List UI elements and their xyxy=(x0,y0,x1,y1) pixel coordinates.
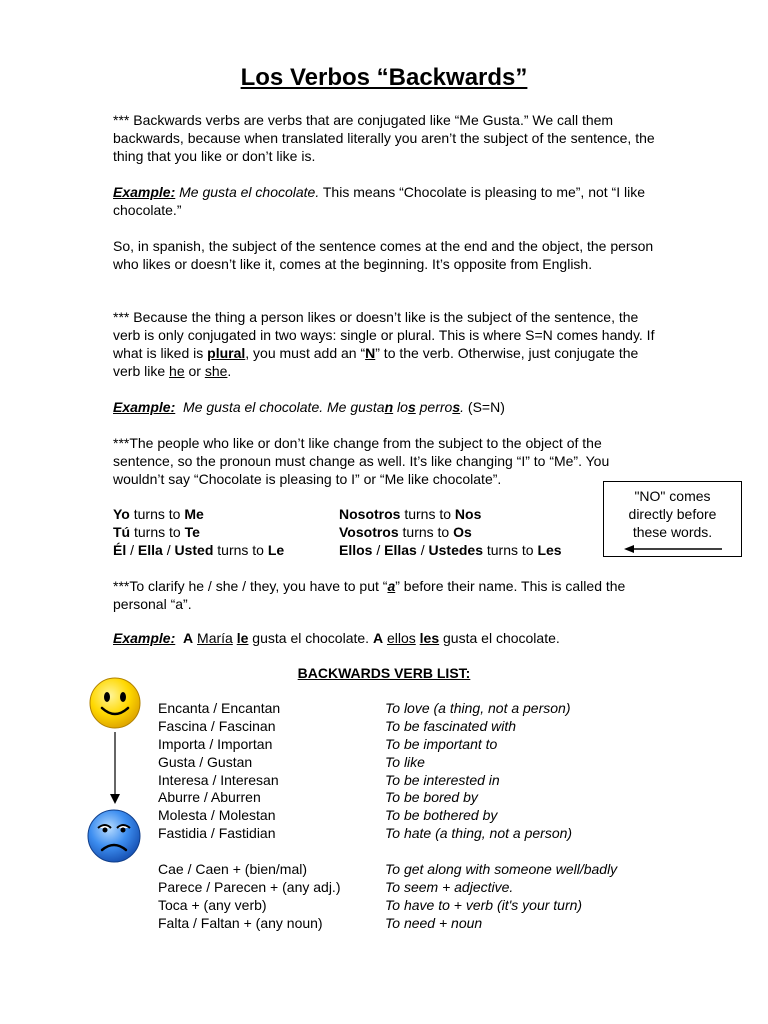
pronoun-to: Te xyxy=(184,524,200,540)
pronoun-row xyxy=(339,505,562,523)
text-run: gusta el chocolate. xyxy=(439,630,560,646)
plural-word: plural xyxy=(207,345,246,361)
verb-item: Molesta / Molestan xyxy=(158,807,276,824)
pronoun-list-left xyxy=(113,505,284,559)
example-3 xyxy=(113,629,661,647)
verb-meaning: To be interested in xyxy=(385,771,500,788)
text-run: *** Because the thing a person likes or doesn’t like is the subject of the sentence, the verb is only conjugated in two ways: single or plural. This is where S=N comes handy. If what is liked is xyxy=(113,309,655,361)
arrow-left-icon xyxy=(624,544,724,554)
slash: / xyxy=(372,542,385,558)
pronoun-to: Nos xyxy=(454,506,482,522)
verb-meaning: To have to + verb (it's your turn) xyxy=(385,896,583,913)
verb-meaning: To be bored by xyxy=(385,789,478,806)
slash: / xyxy=(416,542,429,558)
example-sentence xyxy=(183,399,464,415)
text-run: lo xyxy=(393,399,408,415)
sad-face-icon xyxy=(86,808,142,864)
verb-item: Importa / Importan xyxy=(158,735,273,752)
text-run: ” before their name. This is called the personal “a”. xyxy=(113,578,626,612)
text-run: gusta el chocolate. xyxy=(248,630,373,646)
singular-plural-paragraph xyxy=(113,308,661,380)
plural-ending: s xyxy=(407,399,416,415)
pronoun-to: Os xyxy=(453,524,472,540)
happy-face-icon xyxy=(88,676,142,730)
personal-a: A xyxy=(372,630,384,646)
verb-item: Fascina / Fascinan xyxy=(158,717,276,734)
personal-a: A xyxy=(183,630,194,646)
verb-meaning: To be fascinated with xyxy=(385,717,517,734)
example-2 xyxy=(113,398,661,416)
rule-note: (S=N) xyxy=(464,399,505,415)
verb-item: Interesa / Interesan xyxy=(158,771,279,788)
example-explanation: This means “Chocolate is pleasing to me”, not “I like chocolate.” xyxy=(113,184,646,218)
text-run: . xyxy=(460,399,465,415)
slash: / xyxy=(162,542,175,558)
note-line: "NO" comes xyxy=(634,488,711,504)
example-label: Example: xyxy=(113,630,176,646)
verb-item: Aburre / Aburren xyxy=(158,789,261,806)
text-run: perro xyxy=(415,399,453,415)
she-word: she xyxy=(204,363,228,379)
pronoun-from: Usted xyxy=(174,542,214,558)
pronoun-from: Ustedes xyxy=(428,542,483,558)
pronoun-les: les xyxy=(419,630,440,646)
verb-item: Fastidia / Fastidian xyxy=(158,825,276,842)
pronoun-list-right xyxy=(339,505,562,559)
verb-item: Falta / Faltan + (any noun) xyxy=(158,914,323,931)
example-label: Example: xyxy=(113,184,176,200)
text-run: . xyxy=(227,363,232,379)
pronoun-to: Me xyxy=(184,506,204,522)
name-ellos: ellos xyxy=(386,630,416,646)
arrow-down-icon xyxy=(108,732,122,806)
verb-item: Parece / Parecen + (any adj.) xyxy=(158,878,341,895)
verb-meaning: To seem + adjective. xyxy=(385,878,514,895)
pronoun-to: Les xyxy=(537,542,562,558)
pronoun-row xyxy=(113,541,284,559)
verb-meaning: To be important to xyxy=(385,735,498,752)
personal-a-letter: a xyxy=(387,578,396,594)
verb-meaning: To be bothered by xyxy=(385,807,498,824)
verb-item: Toca + (any verb) xyxy=(158,896,267,913)
pronoun-from: Ellas xyxy=(384,542,417,558)
example-sentence: Me gusta el chocolate. xyxy=(179,184,320,200)
name-maria: María xyxy=(197,630,233,646)
pronoun-from: Vosotros xyxy=(339,524,399,540)
pronoun-from: Ella xyxy=(137,542,163,558)
verb-list xyxy=(158,700,280,843)
text-run: , you must add an “ xyxy=(245,345,366,361)
turns-to-text: turns to xyxy=(129,506,185,522)
verb-item: Encanta / Encantan xyxy=(158,700,281,716)
verb-meaning-list-extra xyxy=(385,861,617,933)
verb-meaning-list xyxy=(385,700,572,843)
personal-a-paragraph xyxy=(113,577,661,613)
example-label: Example: xyxy=(113,399,176,415)
pronoun-from: Tú xyxy=(113,524,131,540)
intro-paragraph: *** Backwards verbs are verbs that are conjugated like “Me Gusta.” We call them backwards, because when translated literally you aren’t the subject of the sentence, the thing that you like or don’t like is. xyxy=(113,112,655,164)
note-line: these words. xyxy=(632,524,713,540)
turns-to-text: turns to xyxy=(400,506,455,522)
note-line: directly before xyxy=(628,506,717,522)
turns-to-text: turns to xyxy=(213,542,268,558)
slash: / xyxy=(126,542,138,558)
n-letter: N xyxy=(365,345,376,361)
pronoun-to: Le xyxy=(267,542,285,558)
text-run: ***To clarify he / she / they, you have to put “ xyxy=(113,578,388,594)
page-title: Los Verbos “Backwards” xyxy=(240,64,528,91)
pronoun-row xyxy=(113,505,284,523)
pronoun-row xyxy=(113,523,284,541)
turns-to-text: turns to xyxy=(482,542,538,558)
text-run: or xyxy=(184,363,205,379)
word-order-paragraph: So, in spanish, the subject of the sentence comes at the end and the object, the person who likes or doesn’t like it, comes at the beginning. It’s opposite from English. xyxy=(113,238,654,272)
pronoun-from: Ellos xyxy=(339,542,373,558)
pronoun-le: le xyxy=(236,630,249,646)
verb-list-extra xyxy=(158,861,341,933)
plural-ending: s xyxy=(452,399,461,415)
note-box xyxy=(603,481,742,557)
example-1 xyxy=(113,183,661,219)
pronoun-from: Yo xyxy=(113,506,130,522)
verb-meaning: To love (a thing, not a person) xyxy=(385,700,571,716)
verb-meaning: To need + noun xyxy=(385,914,483,931)
pronoun-row xyxy=(339,523,562,541)
turns-to-text: turns to xyxy=(398,524,454,540)
plural-ending: n xyxy=(384,399,394,415)
pronoun-change-paragraph: ***The people who like or don’t like change from the subject to the object of the sentence, so the pronoun must change as well. It’s like changing “I” to “Me”. You wouldn’t say “Chocolate is pleasing to I” or “Me like chocolate”. xyxy=(113,435,610,487)
he-word: he xyxy=(169,363,185,379)
verb-meaning: To hate (a thing, not a person) xyxy=(385,825,573,842)
text-run: Me gusta el chocolate. Me gusta xyxy=(183,399,385,415)
verb-item: Gusta / Gustan xyxy=(158,753,253,770)
verb-item: Cae / Caen + (bien/mal) xyxy=(158,861,308,877)
text-run: ” to the verb. Otherwise, just conjugate the verb like xyxy=(113,345,639,379)
verb-meaning: To like xyxy=(385,753,425,770)
pronoun-row xyxy=(339,541,562,559)
verb-meaning: To get along with someone well/badly xyxy=(385,861,618,877)
pronoun-from: Él xyxy=(113,542,127,558)
verb-list-heading: BACKWARDS VERB LIST: xyxy=(297,665,471,681)
turns-to-text: turns to xyxy=(130,524,185,540)
pronoun-from: Nosotros xyxy=(339,506,401,522)
